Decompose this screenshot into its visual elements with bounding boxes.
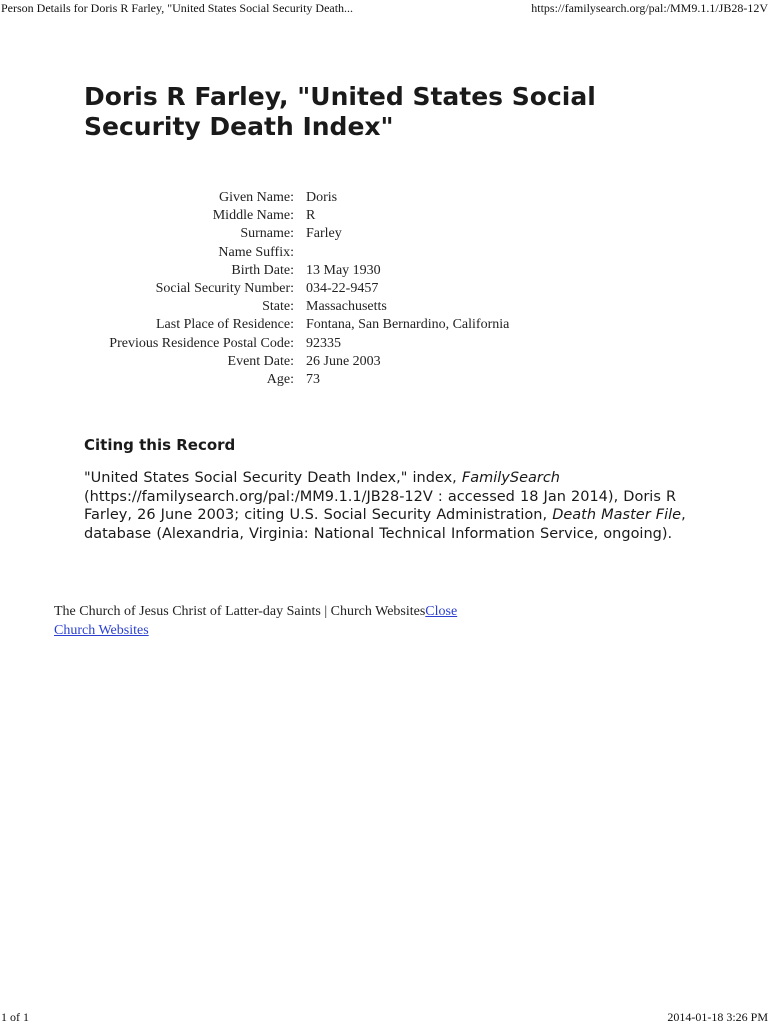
citation-heading: Citing this Record	[84, 436, 236, 454]
detail-label: Last Place of Residence:	[155, 317, 294, 333]
footer-text: The Church of Jesus Christ of Latter-day Saints | Church Websites	[54, 604, 426, 619]
citation-source-title: FamilySearch	[461, 470, 560, 486]
page-title: Doris R Farley, "United States Social Security Death Index"	[84, 82, 596, 141]
print-header-url: https://familysearch.org/pal:/MM9.1.1/JB28-12V	[531, 1, 768, 15]
detail-value: Farley	[306, 226, 342, 242]
citation-part-3: , database (Alexandria, Virginia: National Technical Information Service, ongoing).	[84, 507, 686, 542]
page-count: 1 of 1	[1, 1010, 29, 1024]
print-header-title: Person Details for Doris R Farley, "United States Social Security Death...	[1, 1, 354, 15]
detail-label: Social Security Number:	[155, 280, 294, 296]
detail-label: Name Suffix:	[218, 244, 294, 260]
print-timestamp: 2014-01-18 3:26 PM	[667, 1010, 768, 1024]
detail-label: Given Name:	[218, 190, 294, 205]
detail-value: 26 June 2003	[306, 353, 381, 369]
site-footer	[54, 602, 534, 640]
detail-label: State:	[262, 299, 294, 315]
detail-value: 73	[306, 371, 320, 387]
print-header	[0, 1, 770, 17]
detail-label: Surname:	[240, 226, 294, 242]
citation-part-2: (https://familysearch.org/pal:/MM9.1.1/JB28-12V : accessed 18 Jan 2014), Doris R Farley, 26 June 2003; citing U.S. Social Security Administration,	[84, 488, 677, 523]
detail-value: 13 May 1930	[306, 262, 381, 278]
church-websites-link[interactable]: Church Websites	[54, 623, 149, 638]
detail-label: Birth Date:	[231, 262, 294, 278]
detail-value: 034-22-9457	[306, 280, 379, 296]
detail-value: Massachusetts	[306, 299, 387, 315]
detail-value: 92335	[306, 335, 341, 351]
citation-database-title: Death Master File	[552, 507, 682, 523]
detail-value: Doris	[306, 190, 338, 205]
detail-label: Event Date:	[227, 353, 294, 369]
detail-value: Fontana, San Bernardino, California	[306, 317, 510, 333]
detail-label: Middle Name:	[212, 208, 294, 224]
citation-part-1: "United States Social Security Death Index," index,	[84, 470, 462, 486]
citation-text	[84, 469, 724, 543]
detail-label: Previous Residence Postal Code:	[109, 335, 294, 351]
detail-value: R	[306, 208, 316, 224]
close-link[interactable]: Close	[425, 604, 458, 619]
detail-label: Age:	[266, 371, 294, 387]
